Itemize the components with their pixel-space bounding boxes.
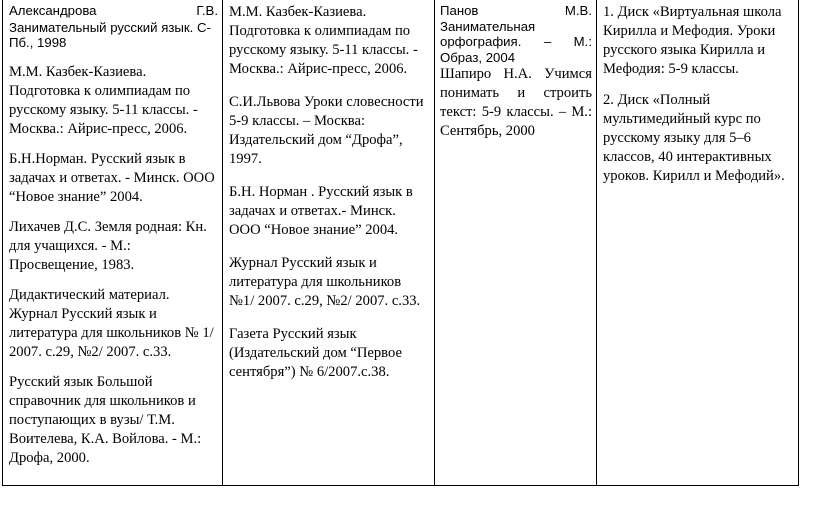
table-cell-col4 [597, 0, 800, 485]
table-cell-col1 [3, 0, 223, 485]
entry-text: Занимательный русский язык. С-Пб., 1998 [9, 19, 211, 50]
entry-text: Дидактический материал. Журнал Русский язык и литература для школьников № 1/ 2007. с.29, №2/ 2007. с.33. [9, 286, 214, 360]
entry-text: Б.Н. Норман . Русский язык в задачах и ответах.- Минск. ООО “Новое знание” 2004. [229, 184, 413, 238]
table-cell-col3 [435, 0, 597, 485]
entry-text: Образ, 2004 [440, 49, 516, 65]
entry-title: Панов М.В. [440, 3, 592, 18]
entry-text: Газета Русский язык (Издательский дом “Первое сентября”) № 6/2007.с.38. [229, 326, 402, 380]
table-cell-col2 [223, 0, 435, 485]
entry-text: С.И.Львова Уроки словесности 5-9 классы. – Москва: Издательский дом “Дрофа”, 1997. [229, 94, 424, 167]
entry-text: 1. Диск «Виртуальная школа Кирилла и Мефодия. Уроки русского языка Кирилла и Мефодия: 5-9 классы. [603, 4, 782, 77]
entry-text: Русский язык Большой справочник для школьников и поступающих в вузы/ Т.М. Воителева, К.А. Войлова. - М.: Дрофа, 2000. [9, 373, 202, 466]
entry-text: Б.Н.Норман. Русский язык в задачах и ответах. - Минск. ООО “Новое знание” 2004. [9, 150, 215, 205]
entry-text: Занимательная [440, 18, 536, 34]
entry-text: М.М. Казбек-Казиева. Подготовка к олимпиадам по русскому языку. 5-11 классы. - Москва.: Айрис-пресс, 2006. [9, 63, 198, 137]
entry-text: Лихачев Д.С. Земля родная: Кн. для учащихся. - М.: Просвещение, 1983. [9, 218, 207, 273]
entry-text: 2. Диск «Полный мультимедийный курс по русскому языку для 5–6 классов, 40 интерактивных уроков. Кирилл и Мефодий». [603, 92, 785, 184]
entry-text: Журнал Русский язык и литература для школьников №1/ 2007. с.29, №2/ 2007. с.33. [229, 255, 421, 309]
entry-text: Шапиро Н.А. Учимся понимать и строить текст: 5-9 классы. – М.: Сентябрь, 2000 [440, 66, 592, 139]
entry-title: Александрова Г.В. [9, 3, 218, 18]
entry-text: орфография. – М.: [440, 34, 592, 49]
entry-text: М.М. Казбек-Казиева. Подготовка к олимпиадам по русскому языку. 5-11 классы. - Москва.: Айрис-пресс, 2006. [229, 4, 418, 77]
literature-table [2, 0, 799, 486]
